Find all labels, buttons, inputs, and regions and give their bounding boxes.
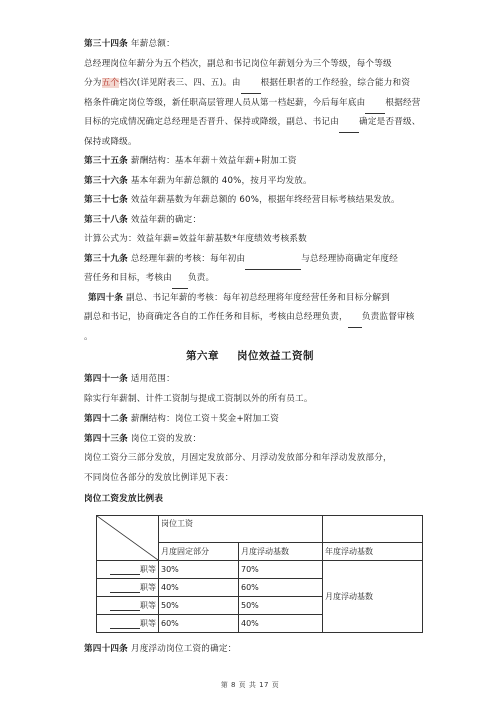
article-34-line-5: 保持或降级。 bbox=[84, 137, 137, 147]
grade-label: 职等 bbox=[140, 601, 156, 610]
text-fragment: 副总和书记，协商确定各自的工作任务和目标，考核由总经理负责， bbox=[84, 312, 348, 322]
blank-line bbox=[110, 601, 140, 611]
grade-cell bbox=[97, 615, 159, 633]
table-header-row bbox=[97, 516, 423, 543]
text-fragment: 根据任职者的工作经验，综合能力和资 bbox=[260, 78, 411, 88]
article-38 bbox=[84, 211, 424, 231]
article-title: 年薪总额： bbox=[130, 39, 175, 49]
text-fragment: 负责。 bbox=[187, 273, 215, 283]
blank-line bbox=[348, 316, 362, 328]
article-number: 第三十五条 bbox=[84, 156, 128, 166]
article-43-body-2: 不同岗位各部分的发放比例详见下表： bbox=[84, 473, 234, 483]
float-cell: 40% bbox=[239, 615, 323, 633]
blank-line bbox=[110, 583, 140, 593]
blank-line bbox=[365, 102, 385, 114]
grade-cell bbox=[97, 597, 159, 615]
article-text: 适用范围： bbox=[130, 374, 175, 384]
article-36 bbox=[84, 172, 424, 192]
article-39-line-2 bbox=[84, 269, 424, 289]
article-number: 第三十九条 bbox=[84, 254, 128, 264]
blank-line bbox=[172, 277, 188, 289]
table-caption: 岗位工资发放比例表 bbox=[84, 494, 164, 504]
article-text: 与总经理协商确定年度经 bbox=[301, 254, 398, 264]
article-number: 第三十八条 bbox=[84, 215, 128, 225]
float-cell: 60% bbox=[239, 579, 323, 597]
article-text: 副总、书记年薪的考核：每年初总经理将年度经营任务和目标分解到 bbox=[126, 293, 390, 303]
article-text: 效益年薪基数为年薪总额的 60%，根据年终经营目标考核结果发放。 bbox=[130, 195, 400, 205]
text-fragment: 档次(详见附表三、四、五)。由 bbox=[119, 78, 241, 88]
article-number: 第四十二条 bbox=[84, 414, 128, 424]
article-43 bbox=[84, 430, 424, 450]
article-number: 第四十一条 bbox=[84, 374, 128, 384]
article-number: 第三十七条 bbox=[84, 195, 128, 205]
article-text: 月度浮动岗位工资的确定： bbox=[130, 644, 237, 654]
article-40-line-2 bbox=[84, 308, 424, 328]
chapter-title: 岗位效益工资制 bbox=[237, 350, 314, 362]
text-fragment: 确定是否晋级、 bbox=[359, 117, 421, 127]
article-41 bbox=[84, 370, 424, 390]
highlighted-text: 五个 bbox=[101, 78, 120, 88]
blank-line bbox=[245, 258, 301, 270]
grade-label: 职等 bbox=[140, 619, 156, 628]
empty-cell bbox=[323, 516, 423, 543]
blank-line bbox=[339, 121, 359, 133]
text-fragment: 营任务和目标，考核由 bbox=[84, 273, 172, 283]
diagonal-line bbox=[97, 516, 158, 560]
text-fragment: 目标的完成情况确定总经理是否晋升、保持或降级，副总、书记由 bbox=[84, 117, 340, 127]
year-cell: 月度浮动基数 bbox=[323, 561, 423, 633]
article-39 bbox=[84, 250, 424, 270]
salary-ratio-table bbox=[96, 515, 423, 633]
fixed-cell: 50% bbox=[159, 597, 239, 615]
article-text: 基本年薪为年薪总额的 40%，按月平均发放。 bbox=[130, 176, 312, 186]
article-37 bbox=[84, 191, 424, 211]
article-text: 岗位工资的发放： bbox=[130, 434, 202, 444]
article-40-line-3: 。 bbox=[84, 332, 93, 342]
article-text: 薪酬结构：基本年薪＋效益年薪+附加工资 bbox=[130, 156, 297, 166]
text-fragment: 根据经营 bbox=[385, 98, 421, 108]
article-text: 薪酬结构：岗位工资＋奖金+附加工资 bbox=[130, 414, 280, 424]
chapter-number: 第六章 bbox=[186, 350, 219, 362]
grade-label: 职等 bbox=[140, 565, 156, 574]
col-header-float: 月度浮动基数 bbox=[239, 543, 323, 561]
text-fragment: 格条件确定岗位等级，新任职高层管理人员从第一档起薪，今后每年底由 bbox=[84, 98, 366, 108]
grade-label: 职等 bbox=[140, 583, 156, 592]
diagonal-header-cell bbox=[97, 516, 159, 561]
article-34-line-3 bbox=[84, 94, 424, 114]
grade-cell bbox=[97, 579, 159, 597]
grade-cell bbox=[97, 561, 159, 579]
article-number: 第四十四条 bbox=[84, 644, 128, 654]
article-text: 效益年薪的确定： bbox=[130, 215, 202, 225]
article-number: 第四十条 bbox=[88, 293, 124, 303]
chapter-heading bbox=[0, 348, 500, 363]
article-42 bbox=[84, 410, 424, 430]
fixed-cell: 40% bbox=[159, 579, 239, 597]
text-fragment: 分为 bbox=[84, 78, 102, 88]
article-34-line-1: 总经理岗位年薪分为五个档次，副总和书记岗位年薪划分为三个等级，每个等级 bbox=[84, 59, 392, 69]
article-41-body: 除实行年薪制、计件工资制与提成工资制以外的所有员工。 bbox=[84, 394, 313, 404]
article-40 bbox=[88, 289, 428, 309]
article-44 bbox=[84, 640, 424, 660]
article-number: 第三十六条 bbox=[84, 176, 128, 186]
page-footer: 第 8 页 共 17 页 bbox=[220, 681, 280, 689]
col-header-fixed: 月度固定部分 bbox=[159, 543, 239, 561]
blank-line bbox=[241, 82, 261, 94]
text-fragment: 负责监督审核 bbox=[361, 312, 415, 322]
article-number: 第四十三条 bbox=[84, 434, 128, 444]
article-34-heading bbox=[84, 35, 424, 55]
float-cell: 50% bbox=[239, 597, 323, 615]
article-43-body-1: 岗位工资分三部分发放，月固定发放部分、月浮动发放部分和年浮动发放部分， bbox=[84, 453, 392, 463]
table-row bbox=[97, 561, 423, 579]
blank-line bbox=[110, 565, 140, 575]
article-text: 总经理年薪的考核：每年初由 bbox=[130, 254, 246, 264]
fixed-cell: 60% bbox=[159, 615, 239, 633]
article-number: 第三十四条 bbox=[84, 39, 128, 49]
blank-line bbox=[110, 619, 140, 629]
col-header-year: 年度浮动基数 bbox=[323, 543, 423, 561]
article-34-line-2 bbox=[84, 74, 424, 94]
fixed-cell: 30% bbox=[159, 561, 239, 579]
group-header: 岗位工资 bbox=[159, 516, 323, 543]
article-34-line-4 bbox=[84, 113, 424, 133]
formula-text: 计算公式为：效益年薪=效益年薪基数*年度绩效考核系数 bbox=[84, 234, 307, 244]
article-35 bbox=[84, 152, 424, 172]
float-cell: 70% bbox=[239, 561, 323, 579]
